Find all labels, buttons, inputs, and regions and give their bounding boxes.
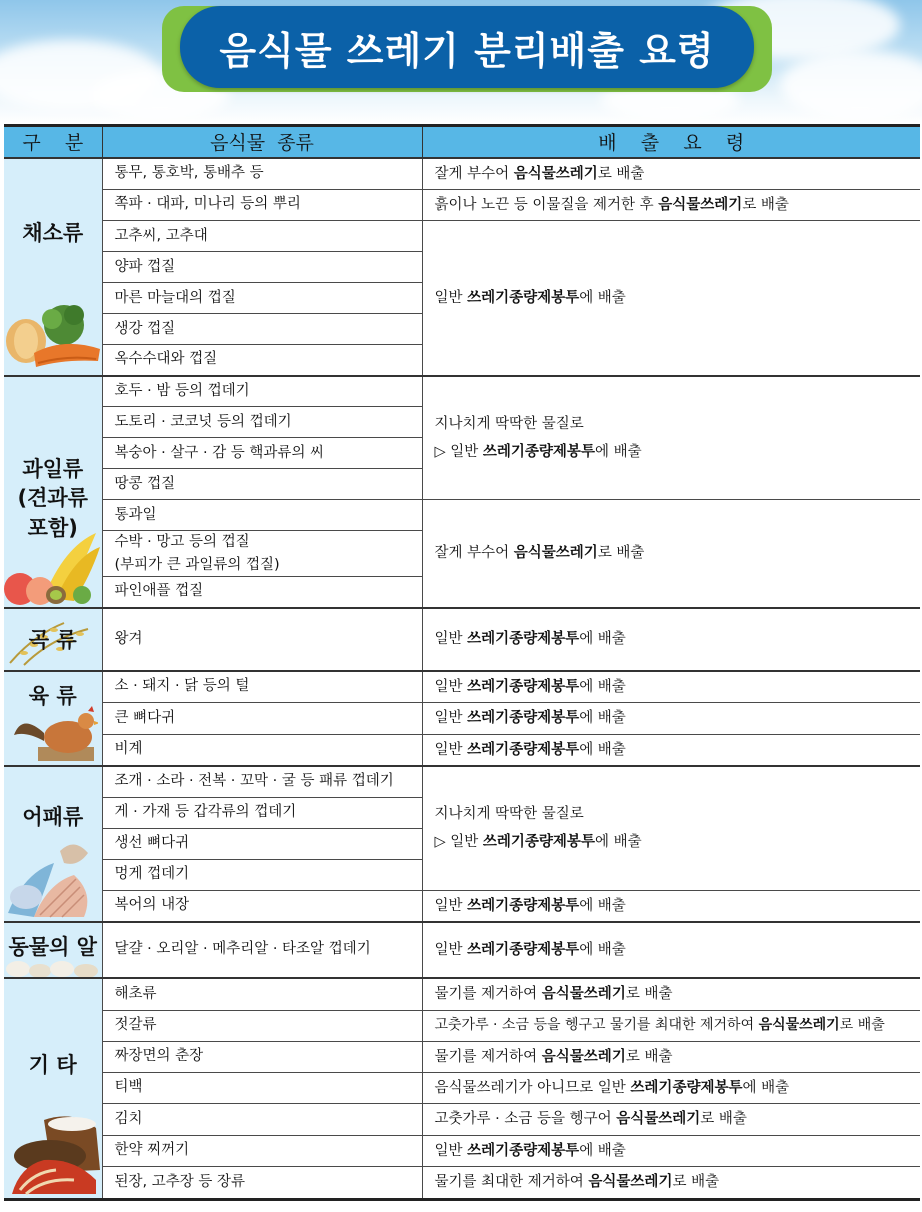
method-cell: 음식물쓰레기가 아니므로 일반 쓰레기종량제봉투에 배출 (422, 1073, 920, 1104)
chicken-illustration (8, 705, 98, 763)
category-eggs (4, 922, 102, 978)
food-item: 달걀 · 오리알 · 메추리알 · 타조알 껍데기 (102, 922, 422, 978)
table-row (4, 376, 920, 407)
food-item: 쪽파 · 대파, 미나리 등의 뿌리 (102, 189, 422, 220)
food-item: 왕겨 (102, 608, 422, 671)
method-cell: 고춧가루 · 소금 등을 헹구고 물기를 최대한 제거하여 음식물쓰레기로 배출 (422, 1010, 920, 1041)
method-cell: 일반 쓰레기종량제봉투에 배출 (422, 1135, 920, 1166)
method-cell: 물기를 제거하여 음식물쓰레기로 배출 (422, 1041, 920, 1072)
food-item: 해초류 (102, 978, 422, 1010)
food-item: 조개 · 소라 · 전복 · 꼬막 · 굴 등 패류 껍데기 (102, 766, 422, 797)
method-cell: 고춧가루 · 소금 등을 헹구어 음식물쓰레기로 배출 (422, 1104, 920, 1135)
table-row (4, 1073, 920, 1104)
category-label: 곡 류 (28, 628, 77, 653)
table-row (4, 500, 920, 531)
table-row (4, 189, 920, 220)
food-item: 도토리 · 코코넛 등의 껍데기 (102, 407, 422, 438)
kimchi-illustration (4, 1110, 102, 1196)
food-item: 양파 껍질 (102, 252, 422, 283)
category-label: 채소류 (22, 220, 84, 245)
food-item: 김치 (102, 1104, 422, 1135)
table-row (4, 978, 920, 1010)
method-cell: 일반 쓰레기종량제봉투에 배출 (422, 608, 920, 671)
table-row (4, 766, 920, 797)
table-row (4, 1010, 920, 1041)
food-item: 젓갈류 (102, 1010, 422, 1041)
header-category: 구 분 (4, 126, 102, 158)
method-cell: 지나치게 딱딱한 물질로 ▷ 일반 쓰레기종량제봉투에 배출 (422, 376, 920, 500)
food-item: 복숭아 · 살구 · 감 등 핵과류의 씨 (102, 438, 422, 469)
table-row (4, 1167, 920, 1199)
food-item: 생선 뼈다귀 (102, 828, 422, 859)
food-item: 고추씨, 고추대 (102, 221, 422, 252)
category-fruits (4, 376, 102, 608)
header-food-type: 음식물 종류 (102, 126, 422, 158)
category-label: 육 류 (28, 683, 77, 708)
food-item: 복어의 내장 (102, 890, 422, 922)
seashell-illustration (4, 833, 102, 919)
method-cell: 일반 쓰레기종량제봉투에 배출 (422, 221, 920, 376)
table-row (4, 1041, 920, 1072)
table-row (4, 703, 920, 734)
food-item: 된장, 고추장 등 장류 (102, 1167, 422, 1199)
table-row (4, 734, 920, 766)
method-cell: 일반 쓰레기종량제봉투에 배출 (422, 671, 920, 703)
table-header-row (4, 126, 920, 158)
category-label: 동물의 알 (8, 935, 97, 960)
food-item: 통무, 통호박, 통배추 등 (102, 158, 422, 190)
food-item: 마른 마늘대의 껍질 (102, 283, 422, 314)
food-item: 소 · 돼지 · 닭 등의 털 (102, 671, 422, 703)
method-cell: 흙이나 노끈 등 이물질을 제거한 후 음식물쓰레기로 배출 (422, 189, 920, 220)
table-row (4, 890, 920, 922)
category-seafood (4, 766, 102, 922)
method-cell: 일반 쓰레기종량제봉투에 배출 (422, 734, 920, 766)
food-item: 멍게 껍데기 (102, 859, 422, 890)
method-cell: 물기를 최대한 제거하여 음식물쓰레기로 배출 (422, 1167, 920, 1199)
category-label: 어패류 (22, 805, 84, 830)
table-row (4, 1104, 920, 1135)
page-title: 음식물 쓰레기 분리배출 요령 (219, 28, 715, 73)
food-item: 파인애플 껍질 (102, 577, 422, 608)
category-others (4, 978, 102, 1199)
food-item: 통과일 (102, 500, 422, 531)
category-grains (4, 608, 102, 671)
method-cell: 일반 쓰레기종량제봉투에 배출 (422, 890, 920, 922)
food-item: 수박 · 망고 등의 껍질 (부피가 큰 과일류의 껍질) (102, 531, 422, 577)
food-item: 티백 (102, 1073, 422, 1104)
vegetables-illustration (4, 293, 102, 373)
food-item: 게 · 가재 등 갑각류의 껍데기 (102, 797, 422, 828)
table-row (4, 671, 920, 703)
method-cell: 잘게 부수어 음식물쓰레기로 배출 (422, 500, 920, 608)
category-vegetables (4, 158, 102, 376)
table-row (4, 158, 920, 190)
title-pill (180, 6, 754, 88)
category-label: 과일류 (견과류 포함) (17, 456, 88, 540)
method-cell: 잘게 부수어 음식물쓰레기로 배출 (422, 158, 920, 190)
category-label: 기 타 (28, 1053, 77, 1078)
fruits-illustration (4, 527, 102, 605)
table-row (4, 221, 920, 252)
method-cell: 지나치게 딱딱한 물질로 ▷ 일반 쓰레기종량제봉투에 배출 (422, 766, 920, 890)
method-cell: 물기를 제거하여 음식물쓰레기로 배출 (422, 978, 920, 1010)
food-item: 짜장면의 춘장 (102, 1041, 422, 1072)
table-row (4, 1135, 920, 1166)
food-item: 호두 · 밤 등의 껍데기 (102, 376, 422, 407)
food-item: 땅콩 껍질 (102, 469, 422, 500)
food-item: 비계 (102, 734, 422, 766)
category-meat (4, 671, 102, 766)
method-cell: 일반 쓰레기종량제봉투에 배출 (422, 922, 920, 978)
food-item: 큰 뼈다귀 (102, 703, 422, 734)
header-disposal-method: 배 출 요 령 (422, 126, 920, 158)
disposal-table (4, 124, 920, 1201)
table-row (4, 608, 920, 671)
food-item: 생강 껍질 (102, 314, 422, 345)
table-row (4, 922, 920, 978)
food-item: 옥수수대와 껍질 (102, 345, 422, 376)
food-item: 한약 찌꺼기 (102, 1135, 422, 1166)
method-cell: 일반 쓰레기종량제봉투에 배출 (422, 703, 920, 734)
